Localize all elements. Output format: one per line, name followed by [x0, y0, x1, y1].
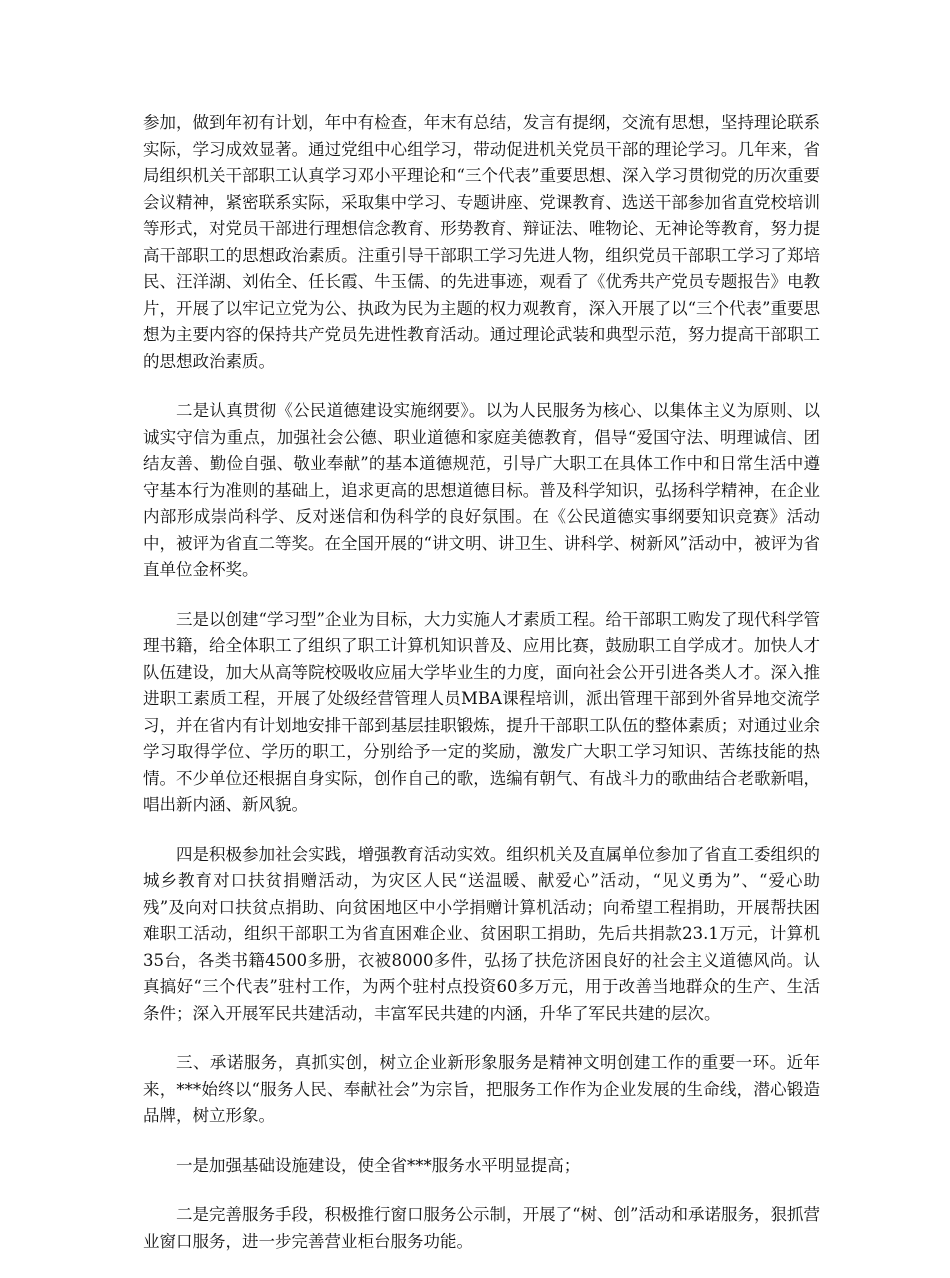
paragraph-infrastructure: 一是加强基础设施建设，使全省***服务水平明显提高；	[176, 1155, 581, 1175]
paragraph-social-practice: 四是积极参加社会实践，增强教育活动实效。组织机关及直属单位参加了省直工委组织的城乡教育对口扶贫捐赠活动，为灾区人民“送温暖、献爱心”活动，“见义勇为”、“爱心助残”及向对口扶贫点捐助、向贫困地区中小学捐赠计算机活动；向希望工程捐助，开展帮扶困难职工活动，组织干部职工为省直困难企业、贫困职工捐助，先后共捐款23.1万元，计算机35台，各类书籍4500多册，衣被8000多件，弘扬了扶危济困良好的社会主义道德风尚。认真搞好“三个代表”驻村工作，为两个驻村点投资60多万元，用于改善当地群众的生产、生活条件；深入开展军民共建活动，丰富军民共建的内涵，升华了军民共建的层次。	[143, 844, 820, 1023]
paragraph-commitment-service: 三、承诺服务，真抓实创，树立企业新形象服务是精神文明创建工作的重要一环。近年来，***始终以“服务人民、奉献社会”为宗旨，把服务工作作为企业发展的生命线，潜心锻造品牌，树立形象。	[143, 1053, 820, 1125]
paragraph-learning-enterprise: 三是以创建“学习型”企业为目标，大力实施人才素质工程。给干部职工购发了现代科学管理书籍，给全体职工了组织了职工计算机知识普及、应用比赛，鼓励职工自学成才。加快人才队伍建设，加大从高等院校吸收应届大学毕业生的力度，面向社会公开引进各类人才。深入推进职工素质工程，开展了处级经营管理人员MBA课程培训，派出管理干部到外省异地交流学习，并在省内有计划地安排干部到基层挂职锻炼，提升干部职工队伍的整体素质；对通过业余学习取得学位、学历的职工，分别给予一定的奖励，激发广大职工学习知识、苦练技能的热情。不少单位还根据自身实际，创作自己的歌，选编有朝气、有战斗力的歌曲结合老歌新唱，唱出新内涵、新风貌。	[143, 609, 820, 814]
paragraph-theory-study: 参加，做到年初有计划，年中有检查，年末有总结，发言有提纲，交流有思想，坚持理论联系实际，学习成效显著。通过党组中心组学习，带动促进机关党员干部的理论学习。几年来，省局组织机关干部职工认真学习邓小平理论和“三个代表”重要思想、深入学习贯彻党的历次重要会议精神，紧密联系实际，采取集中学习、专题讲座、党课教育、选送干部参加省直党校培训等形式，对党员干部进行理想信念教育、形势教育、辩证法、唯物论、无神论等教育，努力提高干部职工的思想政治素质。注重引导干部职工学习先进人物，组织党员干部职工学习了郑培民、汪洋湖、刘佑全、任长霞、牛玉儒、的先进事迹，观看了《优秀共产党员专题报告》电教片，开展了以牢记立党为公、执政为民为主题的权力观教育，深入开展了以“三个代表”重要思想为主要内容的保持共产党员先进性教育活动。通过理论武装和典型示范，努力提高干部职工的思想政治素质。	[143, 113, 820, 371]
document-page	[143, 110, 820, 1278]
paragraph-service-means: 二是完善服务手段，积极推行窗口服务公示制，开展了“树、创”活动和承诺服务，狠抓营业窗口服务，进一步完善营业柜台服务功能。	[143, 1205, 820, 1251]
paragraph-moral-construction: 二是认真贯彻《公民道德建设实施纲要》。以为人民服务为核心、以集体主义为原则、以诚实守信为重点，加强社会公德、职业道德和家庭美德教育，倡导“爱国守法、明理诚信、团结友善、勤俭自强、敬业奉献”的基本道德规范，引导广大职工在具体工作中和日常生活中遵守基本行为准则的基础上，追求更高的思想道德目标。普及科学知识，弘扬科学精神，在企业内部形成崇尚科学、反对迷信和伪科学的良好氛围。在《公民道德实事纲要知识竞赛》活动中，被评为省直二等奖。在全国开展的“讲文明、讲卫生、讲科学、树新风”活动中，被评为省直单位金杯奖。	[143, 401, 820, 579]
